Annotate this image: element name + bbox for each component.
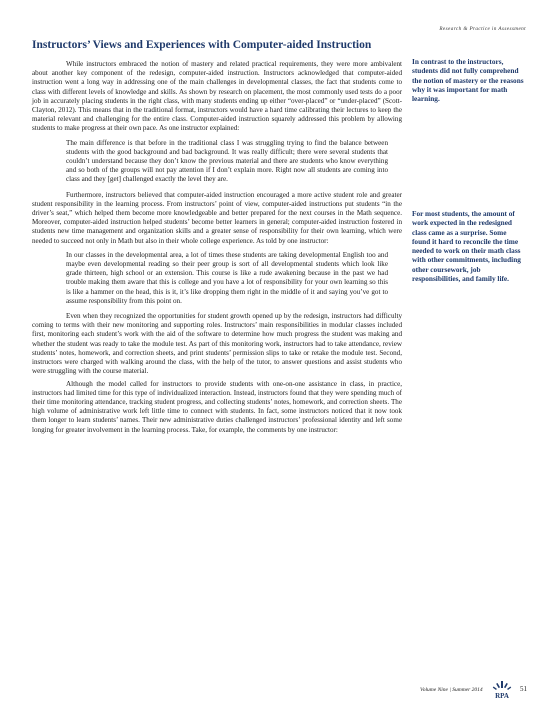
body-paragraph: Even when they recognized the opportunities for student growth opened up by the redesign, instructors had difficulty coming to terms with their new monitoring and supporting roles. Instructors’ main responsibilities in modular classes included first, monitoring each student’s work with the aid of the software to determine how much progress the student was making and whether the student was ready to take the module test. As part of this monitoring work, instructors had to take attendance, review students’ notes, homework, and correction sheets, and print students’ permission slips to take or retake the module test. Second, instructors were charged with walking around the class, with the help of the tutor, to answer questions and assist students who were struggling with the course material. bbox=[32, 312, 402, 376]
main-column bbox=[32, 39, 402, 438]
block-quote: The main difference is that before in the traditional class I was struggling trying to find the balance between students with the good background and bad background. It was really difficult; there were several students that couldn’t understand because they don’t know the previous material and there are students who know everything and so both of the groups will not pay attention if I don’t explain more. Right now all students are coming into class and they [get] challenged exactly the level they are. bbox=[66, 138, 388, 184]
sidebar-pull-quote: For most students, the amount of work expected in the redesigned class came as a surprise. Some found it hard to reconcile the time needed to work on their math class with other commitments, including other coursework, job responsibilities, and family life. bbox=[412, 209, 521, 284]
body-paragraph: Although the model called for instructors to provide students with one-on-one assistance in class, in practice, instructors had limited time for this type of individualized interaction. Instead, instructors found that they were spending much of their time monitoring attendance, tracking student progress, and collecting students’ notes, homework, and correction sheets. The high volume of administrative work left little time to connect with students. In fact, some instructors noticed that it now took them longer to learn students’ names. Their new administrative duties challenged instructors’ professional identity and left some longing for greater involvement in the learning process. Take, for example, the comments by one instructor: bbox=[32, 379, 402, 434]
section-title: Instructors’ Views and Experiences with Computer-aided Instruction bbox=[32, 39, 372, 51]
issue-label: Volume Nine | Summer 2014 bbox=[420, 687, 483, 693]
rpa-logo-icon bbox=[489, 680, 515, 700]
page-number: 51 bbox=[520, 685, 527, 693]
running-head: Research & Practice in Assessment bbox=[439, 26, 526, 32]
svg-text:RPA: RPA bbox=[495, 692, 509, 700]
page-footer bbox=[400, 680, 530, 700]
body-paragraph: Furthermore, instructors believed that computer-aided instruction encouraged a more active student role and greater student responsibility in the learning process. From instructors’ point of view, computer-aided instructions put students “in the driver’s seat,” which helped them become more knowledgeable and better prepared for the next courses in the Math sequence. Moreover, computer-aided instruction helped students’ become better learners in general; computer-aided instruction fostered in students new time management and organization skills and a greater sense of responsibility for their own learning, which were needed to succeed not only in Math but also in their whole college experience. As told by one instructor: bbox=[32, 190, 402, 245]
sidebar-pull-quote: In contrast to the instructors, students did not fully comprehend the notion of mastery or the reasons why it was important for math learning. bbox=[412, 57, 524, 104]
body-paragraph: While instructors embraced the notion of mastery and related practical requirements, they were more ambivalent about another key component of the redesign, computer-aided instruction. Instructors acknowledged that computer-aided instruction went a long way in addressing one of the main challenges in developmental classes, the fact that students come to class with different levels of knowledge and skills. As shown by research on placement, the most commonly used tests do a poor job in accurately placing students in the right class, with many students ending up either “over-placed” or “under-placed” (Scott-Clayton, 2012). This means that in the traditional format, instructors would have a hard time calibrating their lectures to keep the material relevant and challenging for the entire class. Computer-aided instruction squarely addressed this problem by allowing students to make progress at their own pace. As one instructor explained: bbox=[32, 60, 402, 133]
block-quote: In our classes in the developmental area, a lot of times these students are taking developmental English too and maybe even developmental reading so their peer group is sort of all developmental students which look like grade thirteen, high school or an extension. This course is like a rude awakening because in the past we had trouble making them aware that this is college and you have a lot of responsibility for your own learning so this is like a hammer on the head, this is it, it’s like dropping them right in the middle of it and saying you’ve got to assume responsibility from this point on. bbox=[66, 250, 388, 305]
